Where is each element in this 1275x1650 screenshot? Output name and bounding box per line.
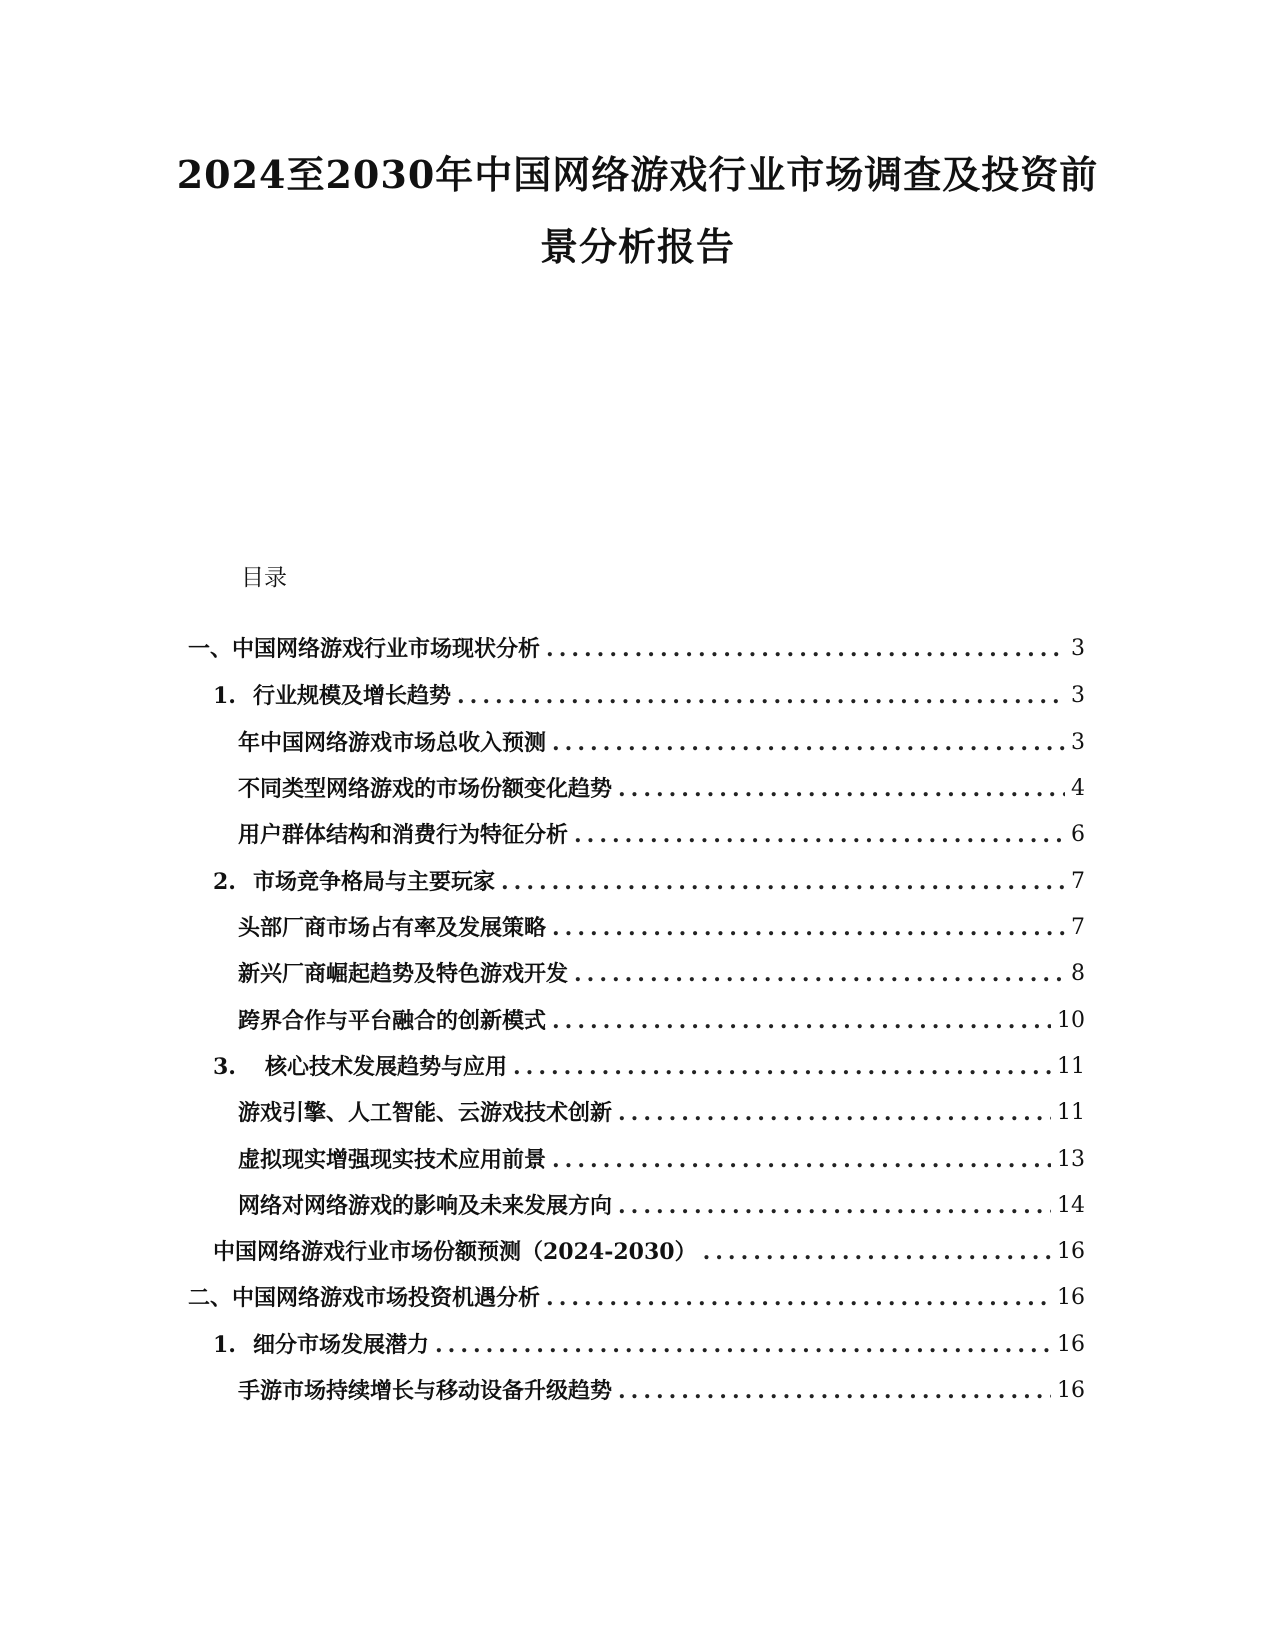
- toc-dot-leader: [618, 1380, 1051, 1402]
- toc-entry-page: 16: [1057, 1378, 1085, 1403]
- document-title-line-1: 2024至2030年中国网络游戏行业市场调查及投资前: [176, 152, 1099, 197]
- toc-dot-leader: [703, 1241, 1051, 1263]
- toc-entry[interactable]: [213, 1231, 1085, 1263]
- toc-entry-page: 7: [1071, 869, 1085, 894]
- toc-dot-leader: [618, 1102, 1051, 1124]
- toc-dot-leader: [574, 963, 1065, 985]
- toc-entry-page: 3: [1071, 636, 1085, 661]
- toc-dot-leader: [618, 1195, 1051, 1217]
- toc-entry-title: 跨界合作与平台融合的创新模式: [238, 1008, 547, 1034]
- toc-entry[interactable]: [238, 768, 1085, 800]
- toc-entry[interactable]: [213, 1046, 1085, 1078]
- toc-entry-page: 11: [1057, 1100, 1085, 1125]
- toc-dot-leader: [552, 1010, 1051, 1032]
- toc-entry-number: 1.: [213, 683, 236, 709]
- toc-entry[interactable]: [213, 675, 1085, 707]
- toc-entry-page: 16: [1057, 1285, 1085, 1310]
- toc-entry-title: 游戏引擎、人工智能、云游戏技术创新: [238, 1100, 613, 1126]
- toc-entry[interactable]: [238, 1370, 1085, 1402]
- toc-entry-page: 16: [1057, 1239, 1085, 1264]
- toc-entry-title: 用户群体结构和消费行为特征分析: [238, 822, 569, 848]
- toc-entry-title: 市场竞争格局与主要玩家: [253, 869, 496, 895]
- toc-entry[interactable]: [238, 1092, 1085, 1124]
- toc-dot-leader: [513, 1056, 1051, 1078]
- toc-entry-page: 11: [1057, 1054, 1085, 1079]
- toc-entry[interactable]: [238, 953, 1085, 985]
- toc-entry-title: 虚拟现实增强现实技术应用前景: [238, 1147, 547, 1173]
- toc-entry-title: 不同类型网络游戏的市场份额变化趋势: [238, 776, 613, 802]
- toc-entry[interactable]: [238, 1185, 1085, 1217]
- document-title-line-2: 景分析报告: [539, 224, 735, 269]
- toc-entry-title: 手游市场持续增长与移动设备升级趋势: [238, 1378, 613, 1404]
- toc-dot-leader: [552, 732, 1065, 754]
- toc-entry-page: 8: [1071, 961, 1085, 986]
- toc-entry[interactable]: [213, 861, 1085, 893]
- toc-entry-page: 4: [1071, 776, 1085, 801]
- toc-dot-leader: [501, 871, 1065, 893]
- toc-dot-leader: [457, 685, 1065, 707]
- toc-dot-leader: [574, 824, 1065, 846]
- toc-entry-page: 7: [1071, 915, 1085, 940]
- toc-entry-title: 新兴厂商崛起趋势及特色游戏开发: [238, 961, 569, 987]
- toc-entry-number: 二、: [188, 1285, 233, 1311]
- toc-entry-page: 3: [1071, 683, 1085, 708]
- toc-entry-title: 头部厂商市场占有率及发展策略: [238, 915, 547, 941]
- toc-dot-leader: [546, 638, 1065, 660]
- toc-dot-leader: [546, 1287, 1051, 1309]
- toc-dot-leader: [552, 917, 1065, 939]
- toc-entry-number: 2.: [213, 869, 236, 895]
- toc-entry-title: 细分市场发展潜力: [253, 1332, 430, 1358]
- toc-entry-number: 3.: [213, 1054, 236, 1080]
- toc-entry-title: 年中国网络游戏市场总收入预测: [238, 730, 547, 756]
- toc-entry-title: 网络对网络游戏的影响及未来发展方向: [238, 1193, 613, 1219]
- toc-heading: 目录: [241, 565, 287, 591]
- toc-entry-title: 中国网络游戏市场投资机遇分析: [232, 1285, 541, 1311]
- toc-entry-title: 行业规模及增长趋势: [253, 683, 452, 709]
- toc-entry-page: 6: [1071, 822, 1085, 847]
- toc-entry-page: 10: [1057, 1008, 1085, 1033]
- toc-entry-title: 核心技术发展趋势与应用: [265, 1054, 508, 1080]
- toc-entry[interactable]: [238, 1139, 1085, 1171]
- toc-entry-page: 3: [1071, 730, 1085, 755]
- toc-entry-page: 13: [1057, 1147, 1085, 1172]
- toc-entry-number: 1.: [213, 1332, 236, 1358]
- toc-entry[interactable]: [238, 722, 1085, 754]
- toc-entry[interactable]: [213, 1324, 1085, 1356]
- toc-entry[interactable]: [238, 1000, 1085, 1032]
- toc-dot-leader: [435, 1334, 1051, 1356]
- toc-entry[interactable]: [238, 907, 1085, 939]
- toc-entry-page: 16: [1057, 1332, 1085, 1357]
- toc-entry[interactable]: [188, 1277, 1085, 1309]
- toc-dot-leader: [618, 778, 1065, 800]
- toc-entry-title: 中国网络游戏行业市场份额预测（2024-2030）: [213, 1239, 697, 1265]
- toc-entry[interactable]: [188, 628, 1085, 660]
- toc-entry[interactable]: [238, 814, 1085, 846]
- toc-entry-number: 一、: [188, 636, 233, 662]
- toc-entry-title: 中国网络游戏行业市场现状分析: [232, 636, 541, 662]
- toc-dot-leader: [552, 1149, 1051, 1171]
- toc-entry-page: 14: [1057, 1193, 1085, 1218]
